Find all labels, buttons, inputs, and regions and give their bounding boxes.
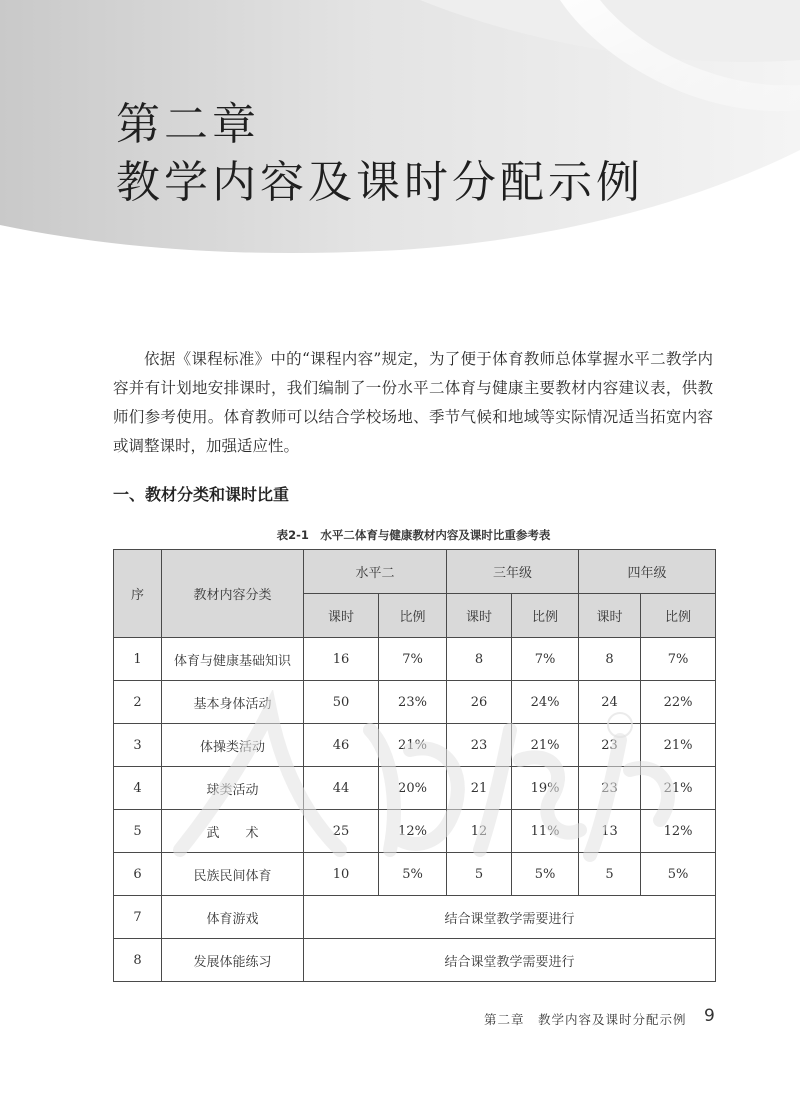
row-ratio-cell: 22% xyxy=(641,681,716,724)
row-merged-note: 结合课堂教学需要进行 xyxy=(304,939,716,982)
row-ratio-cell: 7% xyxy=(379,638,447,681)
row-category: 体育与健康基础知识 xyxy=(162,638,304,681)
page-number: 9 xyxy=(704,1006,715,1026)
table-row xyxy=(114,681,716,724)
subheader-ratio: 比例 xyxy=(641,594,716,638)
table-row xyxy=(114,767,716,810)
row-seq: 3 xyxy=(114,724,162,767)
row-ratio-cell: 5% xyxy=(641,853,716,896)
row-ratio-cell: 5% xyxy=(379,853,447,896)
row-seq: 1 xyxy=(114,638,162,681)
row-seq: 6 xyxy=(114,853,162,896)
table-row xyxy=(114,724,716,767)
row-category: 发展体能练习 xyxy=(162,939,304,982)
header-group: 三年级 xyxy=(447,550,579,594)
row-category: 基本身体活动 xyxy=(162,681,304,724)
row-ratio-cell: 21% xyxy=(512,724,579,767)
row-hours-cell: 23 xyxy=(447,724,512,767)
row-hours-cell: 8 xyxy=(579,638,641,681)
table-row xyxy=(114,853,716,896)
curriculum-table xyxy=(113,549,716,982)
row-hours-cell: 44 xyxy=(304,767,379,810)
header-category: 教材内容分类 xyxy=(162,550,304,638)
row-hours-cell: 13 xyxy=(579,810,641,853)
row-category: 民族民间体育 xyxy=(162,853,304,896)
subheader-hours: 课时 xyxy=(447,594,512,638)
row-ratio-cell: 11% xyxy=(512,810,579,853)
header-group: 四年级 xyxy=(579,550,716,594)
row-seq: 5 xyxy=(114,810,162,853)
row-hours-cell: 23 xyxy=(579,767,641,810)
row-ratio-cell: 7% xyxy=(512,638,579,681)
row-hours-cell: 16 xyxy=(304,638,379,681)
running-footer: 第二章 教学内容及课时分配示例 xyxy=(484,1012,687,1027)
header-group: 水平二 xyxy=(304,550,447,594)
row-seq: 2 xyxy=(114,681,162,724)
table-row xyxy=(114,810,716,853)
row-merged-note: 结合课堂教学需要进行 xyxy=(304,896,716,939)
row-hours-cell: 12 xyxy=(447,810,512,853)
row-hours-cell: 25 xyxy=(304,810,379,853)
row-hours-cell: 10 xyxy=(304,853,379,896)
header-seq: 序 xyxy=(114,550,162,638)
row-category: 体育游戏 xyxy=(162,896,304,939)
row-category: 武 术 xyxy=(162,810,304,853)
row-hours-cell: 21 xyxy=(447,767,512,810)
row-hours-cell: 23 xyxy=(579,724,641,767)
row-ratio-cell: 21% xyxy=(641,724,716,767)
intro-paragraph: 依据《课程标准》中的“课程内容”规定，为了便于体育教师总体掌握水平二教学内容并有计划地安排课时，我们编制了一份水平二体育与健康主要教材内容建议表，供教师们参考使用。体育教师可以结合学校场地、季节气候和地域等实际情况适当拓宽内容或调整课时，加强适应性。 xyxy=(113,350,713,455)
row-ratio-cell: 12% xyxy=(379,810,447,853)
row-hours-cell: 8 xyxy=(447,638,512,681)
row-hours-cell: 26 xyxy=(447,681,512,724)
row-hours-cell: 5 xyxy=(579,853,641,896)
subheader-hours: 课时 xyxy=(304,594,379,638)
row-ratio-cell: 7% xyxy=(641,638,716,681)
row-ratio-cell: 21% xyxy=(641,767,716,810)
row-seq: 4 xyxy=(114,767,162,810)
row-ratio-cell: 23% xyxy=(379,681,447,724)
subheader-ratio: 比例 xyxy=(379,594,447,638)
row-ratio-cell: 24% xyxy=(512,681,579,724)
chapter-name: 教学内容及课时分配示例 xyxy=(116,157,644,208)
table-row xyxy=(114,896,716,939)
table-row xyxy=(114,638,716,681)
table-header-row xyxy=(114,550,716,594)
row-ratio-cell: 21% xyxy=(379,724,447,767)
table-caption: 表2-1 水平二体育与健康教材内容及课时比重参考表 xyxy=(276,528,551,542)
subheader-hours: 课时 xyxy=(579,594,641,638)
chapter-number: 第二章 xyxy=(116,99,260,150)
subheader-ratio: 比例 xyxy=(512,594,579,638)
section-heading: 一、教材分类和课时比重 xyxy=(113,485,290,504)
row-ratio-cell: 5% xyxy=(512,853,579,896)
row-seq: 7 xyxy=(114,896,162,939)
row-hours-cell: 50 xyxy=(304,681,379,724)
row-hours-cell: 46 xyxy=(304,724,379,767)
row-hours-cell: 5 xyxy=(447,853,512,896)
row-hours-cell: 24 xyxy=(579,681,641,724)
chapter-title xyxy=(116,96,644,212)
row-category: 体操类活动 xyxy=(162,724,304,767)
row-category: 球类活动 xyxy=(162,767,304,810)
row-ratio-cell: 12% xyxy=(641,810,716,853)
row-seq: 8 xyxy=(114,939,162,982)
table-row xyxy=(114,939,716,982)
row-ratio-cell: 19% xyxy=(512,767,579,810)
row-ratio-cell: 20% xyxy=(379,767,447,810)
